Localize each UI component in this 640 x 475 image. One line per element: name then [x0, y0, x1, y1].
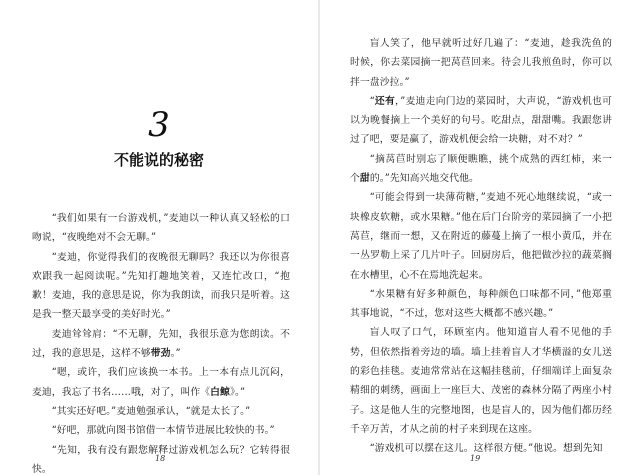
paragraph	[350, 323, 612, 439]
paragraph	[350, 285, 612, 324]
paragraph	[32, 363, 290, 402]
paragraph	[350, 188, 612, 284]
page-number-left: 18	[155, 454, 166, 463]
chapter-title: 不能说的秘密	[113, 151, 204, 169]
text-run: “	[369, 95, 375, 107]
text-run: ，”麦迪走向门边的菜园时，大声说，“游戏机也可以为晚餐摘上一个美好的句号。吃甜点，甜甜嘴。我跟您讲过了吧，要是赢了，游戏机便会给一块糖，对不对？”	[350, 95, 613, 146]
text-run: “先知，我有没有跟您解释过游戏机怎么玩？它转得很快。	[32, 444, 290, 475]
text-run: 盲人笑了，他早就听过好几遍了：“麦迪，趁我洗鱼的时候，你去菜园摘一把莴苣回来。待会儿我煎鱼时，你可以拌一盘沙拉。”	[350, 38, 612, 88]
text-run: 的。”先知高兴地交代他。	[369, 173, 479, 185]
paragraph	[350, 34, 612, 92]
text-run: “好吧，那就向图书馆借一本情节进展比较快的书。”	[51, 425, 275, 437]
right-body-text	[350, 34, 612, 459]
text-run: “我们如果有一台游戏机，”麦迪以一种认真又轻松的口吻说，“夜晚绝对不会无聊。”	[32, 213, 290, 244]
paragraph	[350, 150, 612, 189]
paragraph	[350, 92, 612, 150]
left-page	[0, 0, 318, 475]
text-run: 。”	[170, 348, 181, 360]
paragraph	[32, 209, 290, 248]
text-run: 麦迪耸耸肩：“不无聊，先知，我很乐意为您朗读。不过，我的意思是，这样不够	[32, 328, 290, 360]
text-run: “麦迪，你觉得我们的夜晚很无聊吗？我还以为你很喜欢跟我一起阅读呢。”先知打趣地笑着，又连忙改口，“抱歉！麦迪，我的意思是说，你为我朗读，而我只是听着。这是我一整天最享受的美好时光。”	[32, 251, 290, 321]
text-run: 》。”	[229, 386, 246, 398]
text-run: “嗯，或许，我们应该换一本书。上一本有点儿沉闷，麦迪，我忘了书名……哦，对了，叫作《	[32, 367, 290, 398]
text-run: “水果糖有好多种颜色，每种颜色口味都不同，”他郑重其事地说，“不过，您对这些大概都不感兴趣。”	[350, 288, 612, 320]
paragraph	[350, 439, 612, 458]
chapter-number: 3	[148, 105, 170, 145]
bold-text-run: 带劲	[150, 348, 171, 360]
left-body-text	[32, 209, 290, 475]
paragraph	[32, 421, 290, 440]
text-run: “摘莴苣时别忘了顺便瞧瞧，挑个成熟的西红柿，来一个	[350, 153, 612, 185]
text-run: “其实还好吧。”麦迪勉强承认，“就是太长了。”	[51, 405, 251, 417]
text-run: “可能会得到一块薄荷糖，”麦迪不死心地继续说，“或一块橡皮软糖，或水果糖。”他在后门台阶旁的菜园摘了一小把莴苣，继而一想，又在附近的藤蔓上摘了一根小黄瓜，并在一丛罗勒上采了几片叶子。回厨房后，他把做沙拉的蔬菜搁在水槽里，心不在焉地洗起来。	[350, 192, 612, 281]
right-page	[320, 0, 640, 475]
text-run: “游戏机可以摆在这儿。这样很方便。”他说。想到先知	[369, 443, 603, 455]
paragraph	[32, 402, 290, 421]
paragraph	[32, 248, 290, 325]
bold-text-run: 还有	[374, 95, 396, 107]
bold-text-run: 甜	[359, 173, 370, 185]
paragraph	[32, 325, 290, 364]
text-run: 盲人叹了口气，环顾室内。他知道盲人看不见他的手势，但依然指着旁边的墙。墙上挂着盲人才华横溢的女儿送的彩色挂毯。麦迪常常站在这幅挂毯前，仔细端详上面复杂精细的刺绣，画面上一座巨大、茂密的森林分隔了两座小村子。这是他人生的完整地图，也是盲人的，因为他们都历经千辛万苦，才从之前的村子来到现在这座。	[350, 327, 612, 435]
page-number-right: 19	[470, 454, 481, 463]
bold-text-run: 白鲸	[210, 386, 230, 398]
